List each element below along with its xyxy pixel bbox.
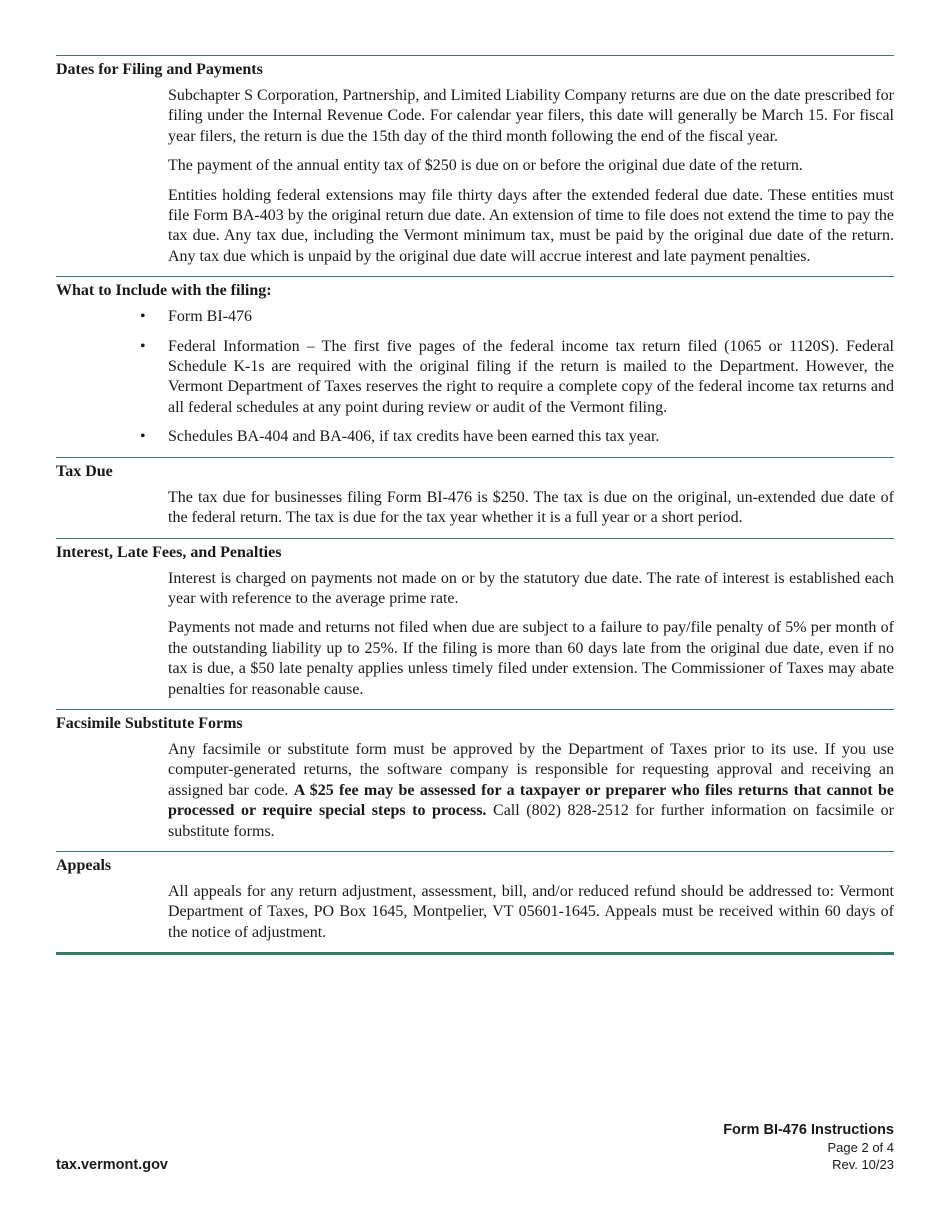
section-title-dates: Dates for Filing and Payments (56, 61, 263, 78)
section-divider (56, 851, 894, 852)
form-info (723, 1121, 894, 1173)
interest-paragraph-2: Payments not made and returns not filed when due are subject to a failure to pay/file penalty of 5% per month of the outstanding liability up to 25%. If the filing is more than 60 days late from the original due date, even if no tax is due, a $50 late penalty applies unless timely filed under extension. The Commissioner of Taxes may abate penalties for reasonable cause. (168, 619, 894, 698)
section-divider (56, 457, 894, 458)
list-item (56, 337, 894, 419)
section-divider (56, 709, 894, 710)
dates-paragraph-2: The payment of the annual entity tax of $250 is due on or before the original due date of the return. (168, 157, 803, 175)
section-divider (56, 276, 894, 277)
section-divider (56, 538, 894, 539)
bullet-icon: • (140, 428, 146, 446)
list-item (56, 307, 894, 327)
document-body (56, 55, 894, 955)
facsimile-paragraph (56, 740, 894, 842)
list-item-text: Form BI-476 (168, 308, 252, 326)
list-item (56, 427, 894, 447)
appeals-paragraph: All appeals for any return adjustment, assessment, bill, and/or reduced refund should be addressed to: Vermont Department of Taxes, PO Box 1645, Montpelier, VT 05601-1645. Appeals must be received within 60 days of the notice of adjustment. (168, 882, 894, 941)
facsimile-text-a: Any facsimile or substitute form must be approved by the Department of Taxes prior to its use. If you use computer-generated returns, the software company is responsible for requesting approval and receiving an assigned bar code. (168, 740, 894, 799)
section-divider (56, 55, 894, 56)
section-title-appeals: Appeals (56, 856, 112, 874)
website-link[interactable]: tax.vermont.gov (56, 1157, 168, 1173)
list-item-text: Federal Information – The first five pages of the federal income tax return filed (1065 or 1120S). Federal Schedule K-1s are required with the original filing if the return is mailed to the Department. However, the Vermont Department of Taxes reserves the right to require a complete copy of the federal income tax returns and all federal schedules at any point during review or audit of the Vermont filing. (168, 337, 894, 416)
bullet-icon: • (140, 337, 146, 355)
section-title-interest: Interest, Late Fees, and Penalties (56, 543, 282, 561)
facsimile-fee-notice: A $25 fee may be assessed for a taxpayer or preparer who files returns that cannot be processed or require special steps to process. (168, 781, 895, 820)
page-number: Page 2 of 4 (827, 1140, 894, 1155)
revision-date: Rev. 10/23 (832, 1157, 894, 1172)
end-divider (56, 952, 894, 955)
bullet-icon: • (140, 308, 146, 326)
facsimile-text-b: Call (802) 828-2512 for further information on facsimile or substitute forms. (168, 802, 895, 840)
tax-due-paragraph: The tax due for businesses filing Form BI-476 is $250. The tax is due on the original, un-extended due date of the federal return. The tax is due for the tax year whether it is a full year or a short period. (168, 488, 894, 527)
dates-paragraph-1: Subchapter S Corporation, Partnership, and Limited Liability Company returns are due on the date prescribed for filing under the Internal Revenue Code. For calendar year filers, this date will generally be March 15. For fiscal year filers, the return is due the 15th day of the third month following the end of the fiscal year. (168, 87, 894, 145)
interest-paragraph-1: Interest is charged on payments not made on or by the statutory due date. The rate of interest is established each year with reference to the average prime rate. (168, 569, 894, 607)
section-title-include: What to Include with the filing: (56, 282, 272, 300)
form-title: Form BI-476 Instructions (723, 1122, 894, 1138)
dates-paragraph-3: Entities holding federal extensions may file thirty days after the extended federal due date. These entities must file Form BA-403 by the original return due date. An extension of time to file does not extend the time to pay the tax due. Any tax due, including the Vermont minimum tax, must be paid by the original due date of the return. Any tax due which is unpaid by the original due date will accrue interest and late payment penalties. (168, 186, 894, 265)
section-title-tax-due: Tax Due (56, 462, 113, 480)
section-title-facsimile: Facsimile Substitute Forms (56, 714, 243, 732)
list-item-text: Schedules BA-404 and BA-406, if tax credits have been earned this tax year. (168, 428, 660, 446)
